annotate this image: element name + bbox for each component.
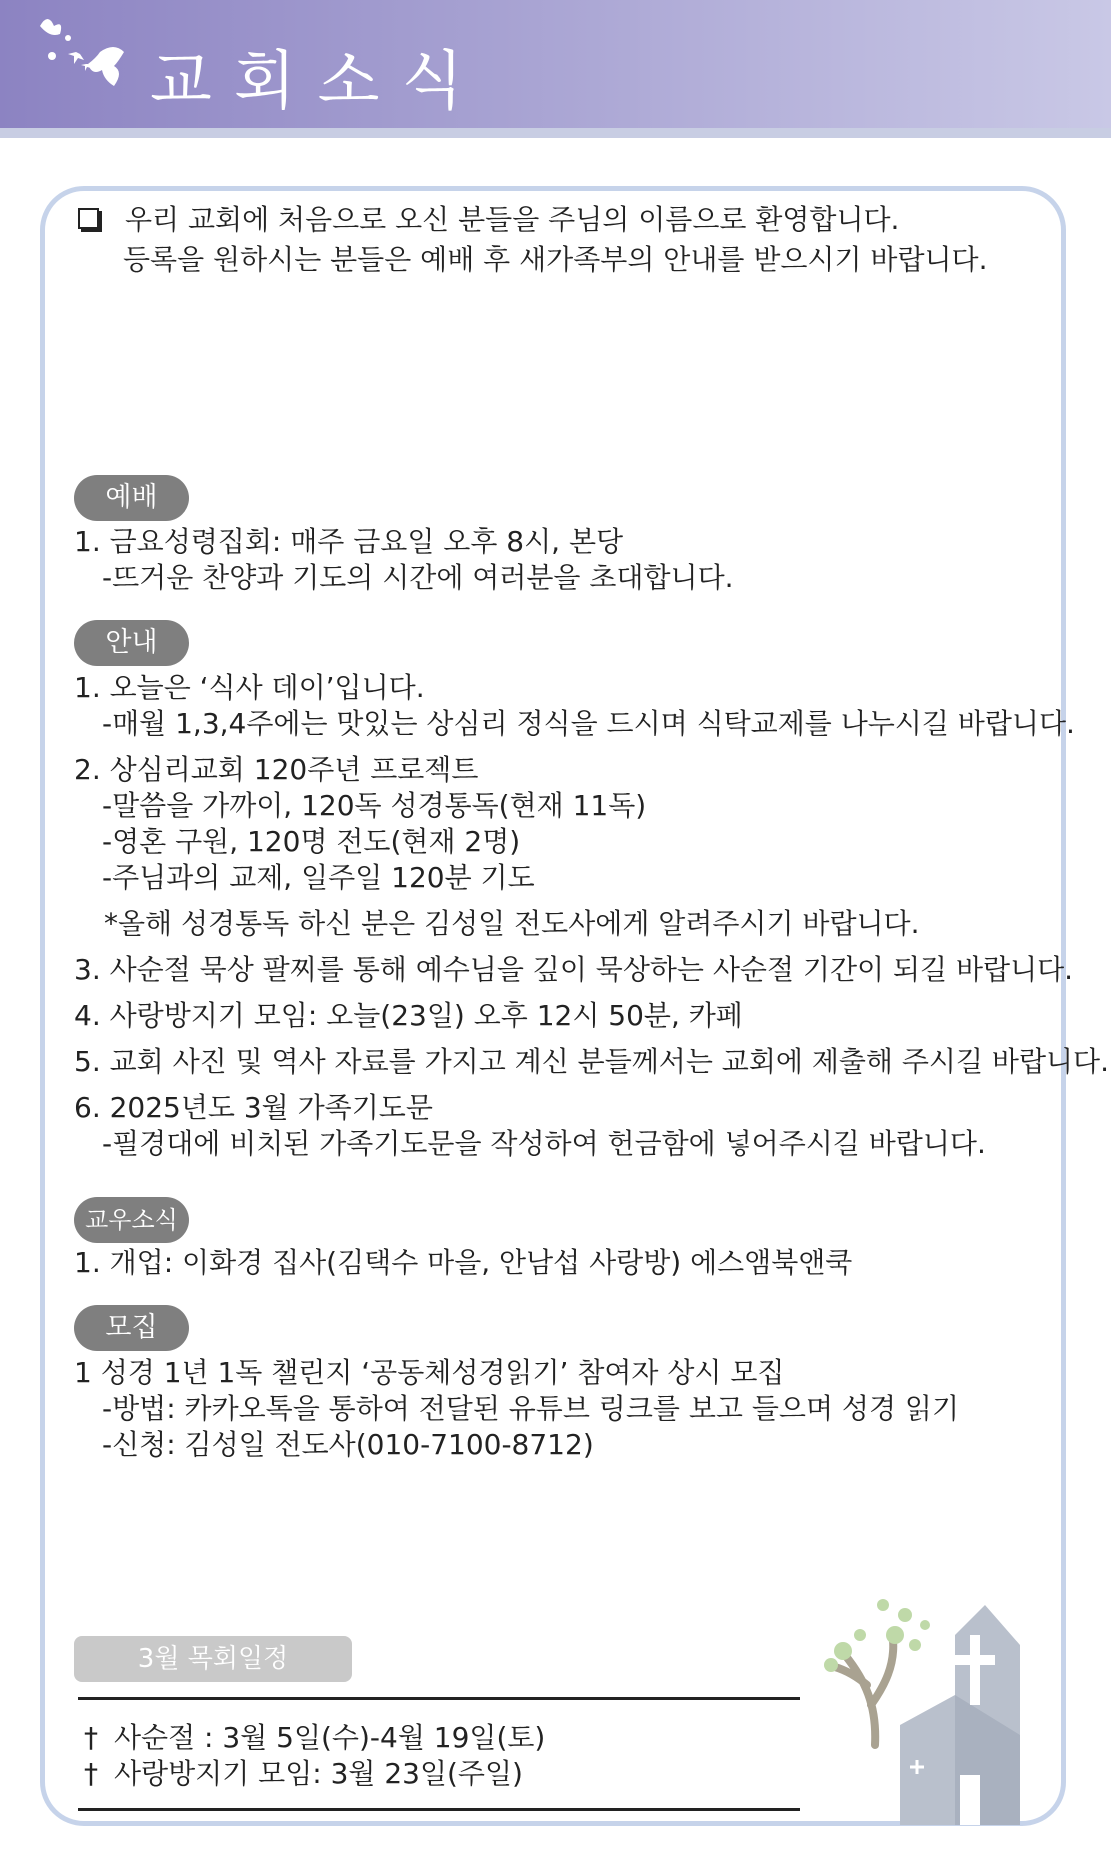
list-item-detail: -신청: 김성일 전도사(010-7100-8712) bbox=[102, 1428, 594, 1461]
cross-bullet-icon: † bbox=[84, 1721, 98, 1754]
list-item: 1 성경 1년 1독 챌린지 ‘공동체성경읽기’ 참여자 상시 모집 bbox=[74, 1356, 785, 1389]
list-item: 4. 사랑방지기 모임: 오늘(23일) 오후 12시 50분, 카페 bbox=[74, 999, 743, 1032]
list-item-detail: -뜨거운 찬양과 기도의 시간에 여러분을 초대합니다. bbox=[102, 561, 734, 594]
butterfly-decoration-icon bbox=[30, 8, 150, 98]
section-label-worship: 예배 bbox=[74, 475, 189, 521]
welcome-line-2: 등록을 원하시는 분들은 예배 후 새가족부의 안내를 받으시기 바랍니다. bbox=[123, 243, 988, 276]
list-item: 1. 오늘은 ‘식사 데이’입니다. bbox=[74, 671, 425, 704]
schedule-item: † 사랑방지기 모임: 3월 23일(주일) bbox=[84, 1757, 523, 1790]
list-item-detail: -말씀을 가까이, 120독 성경통독(현재 11독) bbox=[102, 789, 647, 822]
list-item-detail: -영혼 구원, 120명 전도(현재 2명) bbox=[102, 825, 521, 858]
schedule-list bbox=[84, 1720, 545, 1792]
list-item-detail: -매월 1,3,4주에는 맛있는 상심리 정식을 드시며 식탁교제를 나누시길 바랍니다. bbox=[102, 707, 1075, 740]
members-section bbox=[74, 1245, 852, 1281]
list-item: 3. 사순절 묵상 팔찌를 통해 예수님을 깊이 묵상하는 사순절 기간이 되길 바랍니다. bbox=[74, 953, 1074, 986]
recruit-section bbox=[74, 1355, 959, 1463]
worship-section bbox=[74, 524, 734, 596]
notices-section bbox=[74, 670, 1109, 1162]
list-item: 1. 개업: 이화경 집사(김택수 마을, 안남섭 사랑방) 에스앰북앤쿡 bbox=[74, 1246, 853, 1279]
page-title: 교회소식 bbox=[150, 45, 486, 119]
list-item: 1. 금요성령집회: 매주 금요일 오후 8시, 본당 bbox=[74, 525, 624, 558]
divider bbox=[78, 1697, 800, 1700]
header-banner bbox=[0, 0, 1111, 128]
checkbox-icon bbox=[78, 208, 99, 229]
welcome-message bbox=[78, 200, 988, 280]
church-illustration-icon bbox=[805, 1585, 1035, 1825]
cross-bullet-icon: † bbox=[84, 1757, 98, 1790]
list-item: 2. 상심리교회 120주년 프로젝트 bbox=[74, 753, 479, 786]
list-item: 5. 교회 사진 및 역사 자료를 가지고 계신 분들께서는 교회에 제출해 주시길 바랍니다. bbox=[74, 1045, 1110, 1078]
list-item-detail: -필경대에 비치된 가족기도문을 작성하여 헌금함에 넣어주시길 바랍니다. bbox=[102, 1127, 986, 1160]
list-item-detail: -방법: 카카오톡을 통하여 전달된 유튜브 링크를 보고 들으며 성경 읽기 bbox=[102, 1392, 959, 1425]
schedule-label: 3월 목회일정 bbox=[74, 1636, 352, 1682]
section-label-members: 교우소식 bbox=[74, 1197, 189, 1243]
section-label-notices: 안내 bbox=[74, 620, 189, 666]
divider bbox=[78, 1808, 800, 1811]
header-stripe bbox=[0, 128, 1111, 138]
welcome-line-1: 우리 교회에 처음으로 오신 분들을 주님의 이름으로 환영합니다. bbox=[125, 203, 900, 236]
schedule-item: † 사순절 : 3월 5일(수)-4월 19일(토) bbox=[84, 1721, 546, 1754]
section-label-recruit: 모집 bbox=[74, 1305, 189, 1351]
list-item-note: *올해 성경통독 하신 분은 김성일 전도사에게 알려주시기 바랍니다. bbox=[104, 907, 920, 940]
list-item: 6. 2025년도 3월 가족기도문 bbox=[74, 1091, 433, 1124]
list-item-detail: -주님과의 교제, 일주일 120분 기도 bbox=[102, 861, 535, 894]
